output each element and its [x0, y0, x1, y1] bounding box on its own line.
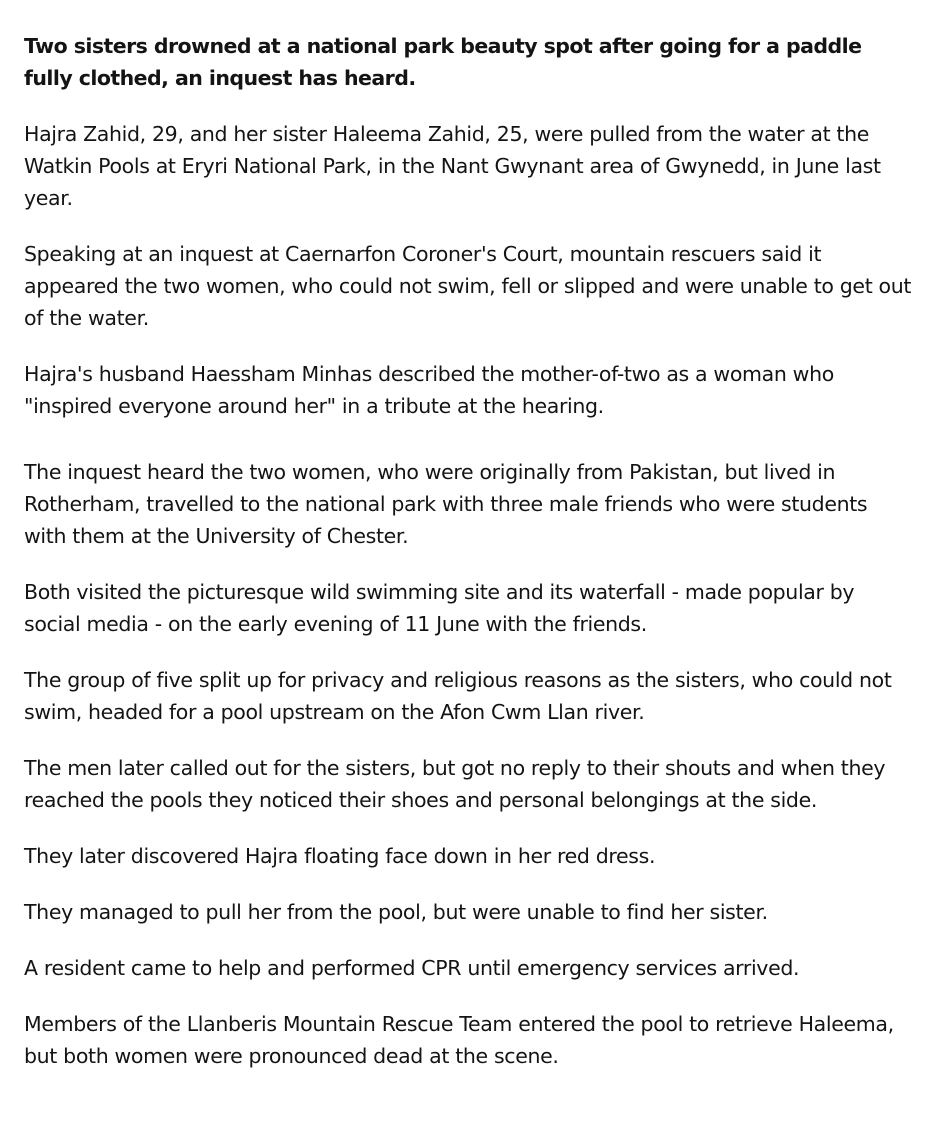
article-lead: Two sisters drowned at a national park beauty spot after going for a paddle fully clothed, an inquest has heard.	[24, 34, 862, 90]
article-paragraph: Members of the Llanberis Mountain Rescue Team entered the pool to retrieve Haleema, but both women were pronounced dead at the scene.	[24, 1012, 894, 1068]
article-paragraph: A resident came to help and performed CPR until emergency services arrived.	[24, 956, 800, 980]
article-paragraph: They later discovered Hajra floating face down in her red dress.	[24, 844, 656, 868]
article-paragraph: Hajra's husband Haessham Minhas described the mother-of-two as a woman who "inspired everyone around her" in a tribute at the hearing.	[24, 362, 834, 418]
article-paragraph: Speaking at an inquest at Caernarfon Coroner's Court, mountain rescuers said it appeared the two women, who could not swim, fell or slipped and were unable to get out of the water.	[24, 242, 912, 330]
article-paragraph: Both visited the picturesque wild swimming site and its waterfall - made popular by social media - on the early evening of 11 June with the friends.	[24, 580, 855, 636]
article-body	[24, 30, 914, 1072]
article-paragraph: The group of five split up for privacy and religious reasons as the sisters, who could not swim, headed for a pool upstream on the Afon Cwm Llan river.	[24, 668, 892, 724]
article-paragraph: The inquest heard the two women, who were originally from Pakistan, but lived in Rotherham, travelled to the national park with three male friends who were students with them at the University of Chester.	[24, 460, 868, 548]
article-paragraph: Hajra Zahid, 29, and her sister Haleema Zahid, 25, were pulled from the water at the Watkin Pools at Eryri National Park, in the Nant Gwynant area of Gwynedd, in June last year.	[24, 122, 881, 210]
article-paragraph: They managed to pull her from the pool, but were unable to find her sister.	[24, 900, 768, 924]
article-paragraph: The men later called out for the sisters, but got no reply to their shouts and when they reached the pools they noticed their shoes and personal belongings at the side.	[24, 756, 886, 812]
